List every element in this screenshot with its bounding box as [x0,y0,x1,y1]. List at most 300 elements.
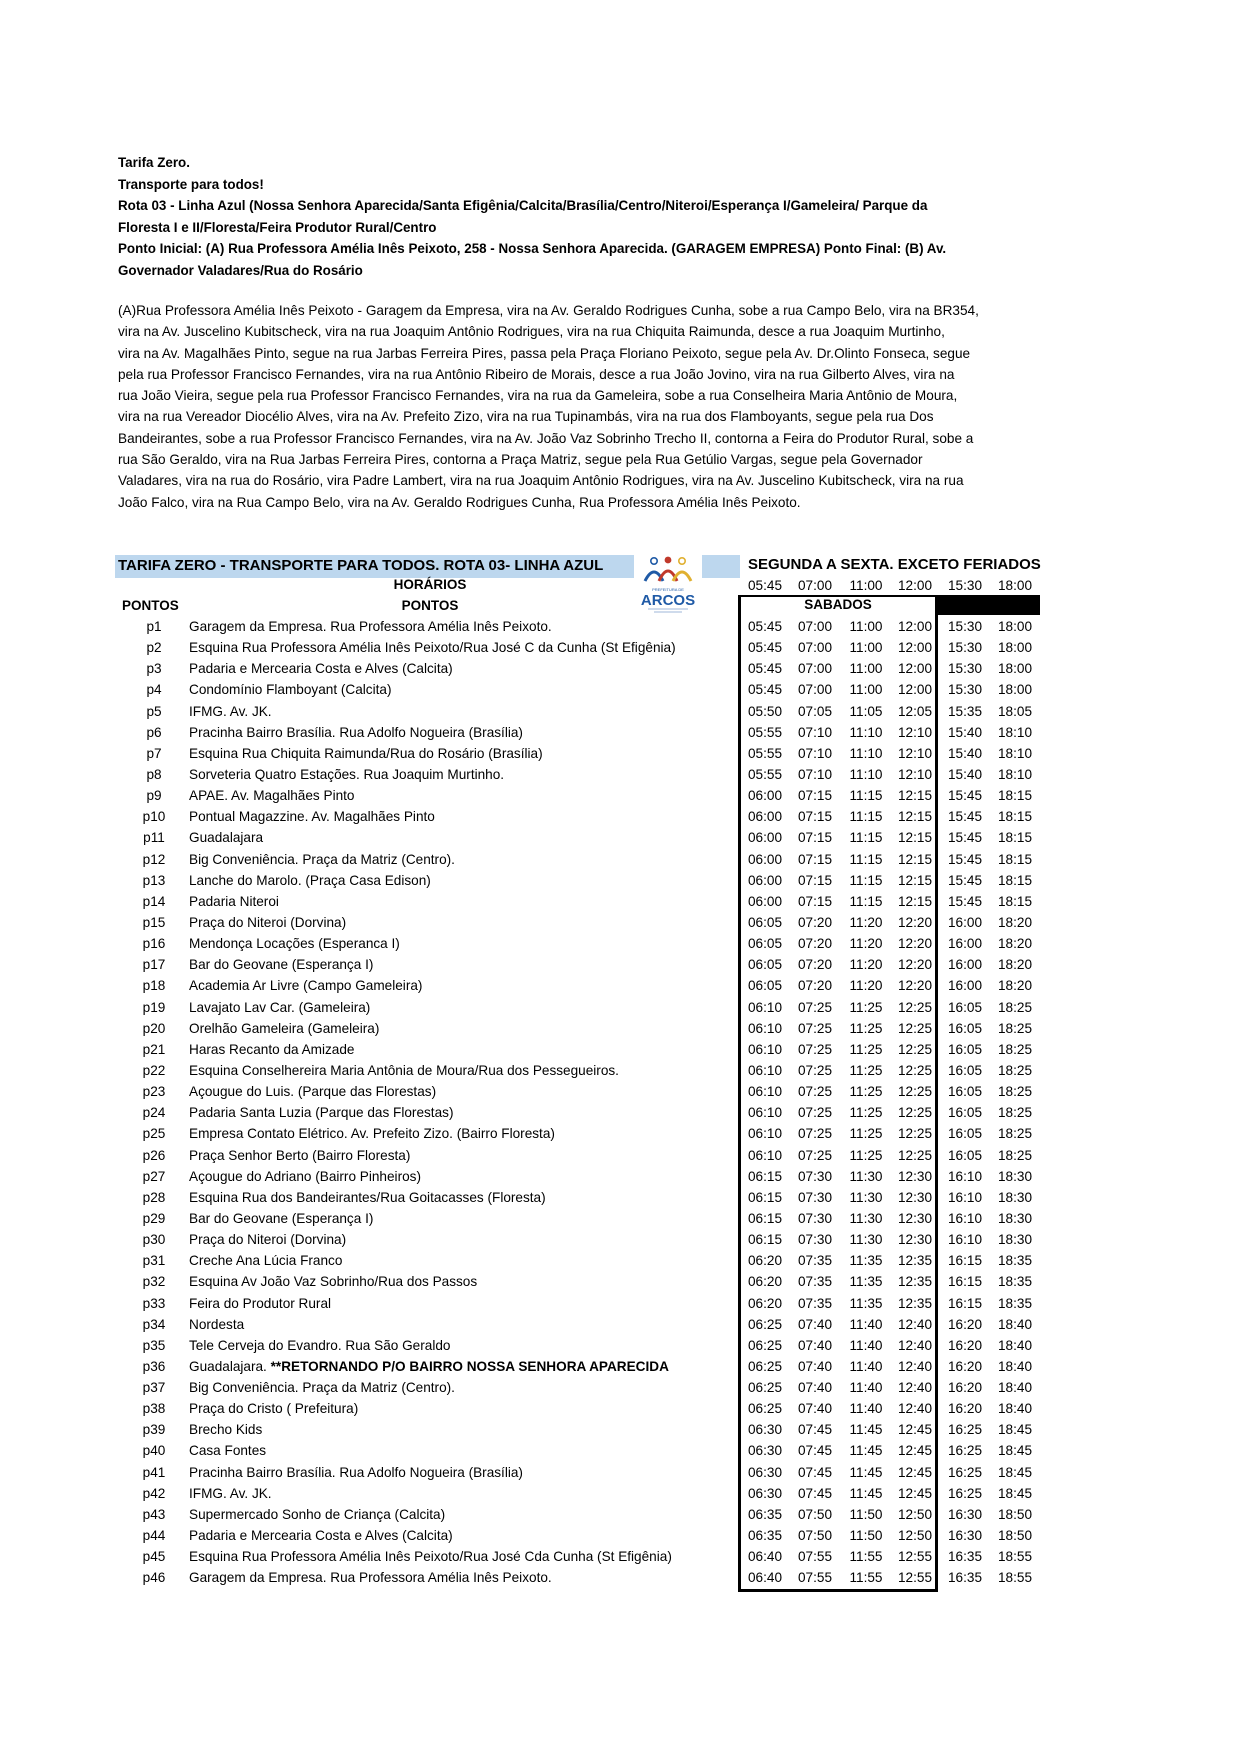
departure-time: 12:40 [897,1380,933,1396]
route-line: João Falco, vira na Rua Campo Belo, vira na Av. Geraldo Rodrigues Cunha, Rua Professora Amélia Inês Peixoto. [118,494,801,510]
departure-time: 16:00 [947,936,983,952]
departure-time: 11:45 [849,1422,883,1438]
route-line: Valadares, vira na rua do Rosário, vira Padre Lambert, vira na rua Joaquim Antônio Rodrigues, vira na Av. Juscelino Kubitscheck, vira na rua [118,473,964,489]
departure-time: 16:05 [947,1147,983,1163]
departure-time: 12:15 [897,830,933,846]
stop-name [189,640,676,655]
departure-time: 11:40 [849,1316,883,1332]
departure-time: 06:35 [747,1528,783,1544]
departure-time: 16:05 [947,1084,983,1100]
table-row [0,1569,1241,1590]
departure-time: 12:00 [897,640,933,656]
departure-time: 18:00 [997,640,1033,656]
stop-name-text: Padaria e Mercearia Costa e Alves (Calcita) [189,661,453,677]
departure-time: 07:10 [797,745,833,761]
stop-id: p32 [142,1274,166,1290]
departure-time: 16:15 [947,1274,983,1290]
stop-id: p22 [142,1062,166,1078]
table-row [0,1147,1241,1168]
departure-time: 07:25 [797,1041,833,1057]
departure-time: 06:05 [747,914,783,930]
stop-id: p43 [142,1506,166,1522]
departure-time: 06:05 [747,936,783,952]
departure-time: 11:25 [849,1105,883,1121]
departure-time: 12:15 [897,851,933,867]
departure-time: 18:25 [997,1105,1033,1121]
stop-id: p11 [143,830,165,846]
departure-time: 11:45 [849,1464,883,1480]
stop-name [189,1148,410,1163]
departure-time: 11:10 [849,724,883,740]
stop-id: p9 [146,788,162,804]
weekday-time: 12:00 [897,578,933,593]
departure-time: 12:50 [897,1506,933,1522]
stop-id: p44 [142,1528,166,1544]
saturday-label: SABADOS [804,597,872,612]
logo-text-main: ARCOS [640,592,696,609]
departure-time: 06:00 [747,830,783,846]
table-row [0,872,1241,893]
departure-time: 07:15 [797,872,833,888]
departure-time: 07:25 [797,1126,833,1142]
departure-time: 07:25 [797,1147,833,1163]
stop-id: p17 [142,957,166,973]
stop-name [189,1401,358,1416]
departure-time: 15:45 [947,809,983,825]
departure-time: 16:15 [947,1253,983,1269]
departure-time: 16:10 [947,1210,983,1226]
departure-time: 16:00 [947,914,983,930]
departure-time: 12:35 [897,1274,933,1290]
table-row [0,1400,1241,1421]
departure-time: 15:35 [947,703,983,719]
departure-time: 05:55 [747,724,783,740]
stop-name [189,1253,342,1268]
departure-time: 18:40 [997,1380,1033,1396]
departure-time: 18:55 [997,1570,1033,1586]
table-row [0,1231,1241,1252]
stop-id: p33 [142,1295,166,1311]
departure-time: 07:40 [797,1358,833,1374]
departure-time: 07:40 [797,1380,833,1396]
departure-time: 11:10 [849,745,883,761]
departure-time: 12:40 [897,1316,933,1332]
departure-time: 18:25 [997,1020,1033,1036]
stop-name-text: APAE. Av. Magalhães Pinto [189,788,355,804]
table-row [0,1358,1241,1379]
stop-id: p45 [142,1549,166,1565]
departure-time: 11:55 [849,1570,883,1586]
departure-time: 11:35 [849,1295,883,1311]
stop-name [189,725,523,740]
stop-name [189,619,552,634]
stop-name [189,1507,445,1522]
departure-time: 12:40 [897,1358,933,1374]
stop-id: p16 [142,936,166,952]
departure-time: 12:20 [897,978,933,994]
departure-time: 07:45 [797,1485,833,1501]
stop-name-text: Feira do Produtor Rural [189,1295,332,1311]
departure-time: 12:15 [897,788,933,804]
departure-time: 18:35 [997,1295,1033,1311]
weekday-time: 05:45 [747,578,783,593]
departure-time: 18:15 [997,893,1033,909]
stop-name-text: Esquina Rua Professora Amélia Inês Peixoto/Rua José C da Cunha (St Efigênia) [189,640,676,656]
departure-time: 18:15 [997,872,1033,888]
departure-time: 07:50 [797,1506,833,1522]
departure-time: 12:25 [897,1041,933,1057]
stop-name-text: Mendonça Locações (Esperanca I) [189,936,400,952]
stop-name [189,1063,619,1078]
departure-time: 06:10 [747,1041,783,1057]
stop-id: p10 [142,809,166,825]
stop-name-text: Padaria e Mercearia Costa e Alves (Calcita) [189,1528,453,1544]
departure-time: 07:10 [797,766,833,782]
stop-name [189,1549,672,1564]
stop-name-text: Esquina Conselhereira Maria Antônia de Moura/Rua dos Pessegueiros. [189,1062,619,1078]
departure-time: 12:35 [897,1295,933,1311]
route-line: vira na Av. Magalhães Pinto, segue na rua Jarbas Ferreira Pires, passa pela Praça Floriano Peixoto, segue pela Av. Dr.Olinto Fonseca, segue [118,345,971,361]
stop-name [189,746,543,761]
stop-name [189,1084,436,1099]
departure-time: 16:10 [947,1189,983,1205]
stop-id: p23 [142,1084,166,1100]
departure-time: 18:10 [997,745,1033,761]
departure-time: 07:00 [797,661,833,677]
table-row [0,1464,1241,1485]
stop-id: p25 [142,1126,166,1142]
stop-name [189,1169,421,1184]
departure-time: 16:05 [947,1020,983,1036]
departure-time: 12:25 [897,1147,933,1163]
stop-name [189,1211,373,1226]
departure-time: 18:30 [997,1232,1033,1248]
departure-time: 06:10 [747,1020,783,1036]
departure-time: 07:15 [797,809,833,825]
departure-time: 07:30 [797,1232,833,1248]
departure-time: 11:15 [849,851,883,867]
table-row [0,1295,1241,1316]
departure-time: 12:05 [897,703,933,719]
table-row [0,1273,1241,1294]
stop-name [189,894,279,909]
departure-time: 11:20 [849,914,883,930]
stop-name-text: Praça do Niteroi (Dorvina) [189,1232,347,1248]
stop-name-text: Big Conveniência. Praça da Matriz (Centro). [189,1380,455,1396]
stop-id: p40 [142,1443,166,1459]
table-row [0,1506,1241,1527]
departure-time: 15:30 [947,682,983,698]
departure-time: 12:25 [897,1084,933,1100]
departure-time: 12:45 [897,1464,933,1480]
departure-time: 07:20 [797,957,833,973]
departure-time: 18:10 [997,766,1033,782]
table-row [0,1210,1241,1231]
table-row [0,808,1241,829]
departure-time: 06:30 [747,1443,783,1459]
departure-time: 07:45 [797,1443,833,1459]
stop-name [189,809,435,824]
stop-name-text: Haras Recanto da Amizade [189,1041,355,1057]
departure-time: 06:10 [747,999,783,1015]
departure-time: 06:25 [747,1401,783,1417]
departure-time: 12:00 [897,661,933,677]
route-line: rua São Geraldo, vira na Rua Jarbas Ferreira Pires, contorna a Praça Matriz, segue pela Rua Getúlio Vargas, segue pela Governador [118,452,923,468]
departure-time: 07:25 [797,1062,833,1078]
stop-id: p2 [146,640,162,656]
header-line: Tarifa Zero. [118,155,190,170]
stop-name [189,1528,453,1543]
stop-name [189,1465,523,1480]
departure-time: 12:45 [897,1443,933,1459]
table-row [0,618,1241,639]
departure-time: 12:25 [897,999,933,1015]
table-row [0,745,1241,766]
departure-time: 12:45 [897,1485,933,1501]
departure-time: 12:30 [897,1210,933,1226]
departure-time: 11:25 [849,1020,883,1036]
departure-time: 15:45 [947,893,983,909]
stop-id: p4 [146,682,162,698]
departure-time: 11:15 [849,788,883,804]
header-line: Rota 03 - Linha Azul (Nossa Senhora Aparecida/Santa Efigênia/Calcita/Brasília/Centro/Niteroi/Esperança I/Gameleira/ Parque da [118,198,928,213]
departure-time: 16:00 [947,957,983,973]
departure-time: 16:05 [947,1062,983,1078]
stop-name-text: Bar do Geovane (Esperança I) [189,957,374,973]
departure-time: 15:40 [947,766,983,782]
departure-time: 11:10 [849,766,883,782]
stop-name-text: Praça Senhor Berto (Bairro Floresta) [189,1147,411,1163]
departure-time: 06:15 [747,1168,783,1184]
stop-name-text: IFMG. Av. JK. [189,1485,272,1501]
departure-time: 18:00 [997,682,1033,698]
departure-time: 06:00 [747,788,783,804]
departure-time: 15:40 [947,745,983,761]
stop-name-text: Garagem da Empresa. Rua Professora Amélia Inês Peixoto. [189,619,552,634]
departure-time: 18:20 [997,936,1033,952]
departure-time: 06:40 [747,1570,783,1586]
departure-time: 18:20 [997,978,1033,994]
departure-time: 18:45 [997,1485,1033,1501]
stop-name-text: Praça do Cristo ( Prefeitura) [189,1401,359,1417]
departure-time: 18:15 [997,809,1033,825]
table-row [0,829,1241,850]
table-row [0,1104,1241,1125]
stop-name [189,767,504,782]
departure-time: 11:15 [849,872,883,888]
table-row [0,681,1241,702]
column-header-pontos-name: PONTOS [401,598,459,613]
weekday-time: 15:30 [947,578,983,593]
table-row [0,935,1241,956]
departure-time: 05:45 [747,682,783,698]
table-row [0,639,1241,660]
departure-time: 16:05 [947,1105,983,1121]
stop-id: p18 [142,978,166,994]
stop-name-text: Lavajato Lav Car. (Gameleira) [189,999,371,1015]
departure-time: 16:20 [947,1358,983,1374]
header-line: Floresta I e II/Floresta/Feira Produtor Rural/Centro [118,219,437,235]
departure-time: 06:15 [747,1232,783,1248]
stop-name [189,1042,354,1057]
departure-time: 11:30 [849,1189,883,1205]
departure-time: 07:45 [797,1422,833,1438]
departure-time: 18:15 [997,788,1033,804]
departure-time: 11:35 [849,1274,883,1290]
departure-time: 06:10 [747,1062,783,1078]
stop-name-text: Padaria Niteroi [189,893,279,909]
schedule-rows [0,618,1241,1590]
departure-time: 07:35 [797,1274,833,1290]
stop-id: p37 [142,1380,166,1396]
stop-id: p21 [142,1041,166,1057]
stop-id: p26 [142,1147,166,1163]
stop-name [189,915,346,930]
departure-time: 05:45 [747,619,783,634]
departure-time: 15:30 [947,661,983,677]
arcos-logo [634,551,702,617]
departure-time: 12:45 [897,1422,933,1438]
departure-time: 12:20 [897,914,933,930]
route-line: vira na rua Vereador Diocélio Alves, vira na Av. Prefeito Zizo, vira na rua Tupinambás, vira na rua dos Flamboyants, segue pela rua Dos [118,409,934,425]
stop-id: p31 [142,1253,166,1269]
weekday-time: 07:00 [797,578,833,593]
departure-time: 16:05 [947,1126,983,1142]
departure-time: 12:10 [897,766,933,782]
departure-time: 05:55 [747,745,783,761]
table-row [0,703,1241,724]
departure-time: 18:40 [997,1337,1033,1353]
departure-time: 06:25 [747,1337,783,1353]
departure-time: 16:35 [947,1570,983,1586]
departure-time: 11:45 [849,1443,883,1459]
departure-time: 11:30 [849,1210,883,1226]
stop-id: p38 [142,1401,166,1417]
stop-id: p15 [142,914,166,930]
departure-time: 16:05 [947,999,983,1015]
departure-time: 06:35 [747,1506,783,1522]
departure-time: 07:10 [797,724,833,740]
departure-time: 12:30 [897,1168,933,1184]
departure-time: 12:25 [897,1105,933,1121]
departure-time: 07:25 [797,1084,833,1100]
stop-name-text: Casa Fontes [189,1443,267,1459]
weekday-time: 11:00 [849,578,883,593]
stop-id: p20 [142,1020,166,1036]
departure-time: 15:45 [947,830,983,846]
stop-name [189,936,400,951]
stop-name-text: Creche Ana Lúcia Franco [189,1253,343,1269]
document-header [118,152,1038,281]
stop-name-text: Garagem da Empresa. Rua Professora Amélia Inês Peixoto. [189,1570,552,1586]
departure-time: 18:35 [997,1274,1033,1290]
stop-name-text: Açougue do Luis. (Parque das Florestas) [189,1084,437,1100]
stop-name-text: Pontual Magazzine. Av. Magalhães Pinto [189,809,435,825]
departure-time: 12:55 [897,1570,933,1586]
departure-time: 06:00 [747,893,783,909]
stop-name [189,1317,244,1332]
departure-time: 12:25 [897,1062,933,1078]
departure-time: 16:30 [947,1506,983,1522]
departure-time: 16:35 [947,1549,983,1565]
stop-id: p46 [142,1570,166,1586]
departure-time: 12:30 [897,1189,933,1205]
departure-time: 16:25 [947,1422,983,1438]
departure-time: 06:10 [747,1084,783,1100]
departure-time: 06:40 [747,1549,783,1565]
stop-name-text: Padaria Santa Luzia (Parque das Florestas) [189,1105,454,1121]
departure-time: 12:40 [897,1401,933,1417]
departure-time: 16:25 [947,1485,983,1501]
departure-time: 18:40 [997,1316,1033,1332]
stop-id: p14 [142,893,166,909]
departure-time: 07:40 [797,1337,833,1353]
departure-time: 16:10 [947,1168,983,1184]
table-row [0,851,1241,872]
departure-time: 06:00 [747,851,783,867]
departure-time: 06:30 [747,1422,783,1438]
stop-name [189,661,453,676]
departure-time: 07:35 [797,1253,833,1269]
stop-id: p6 [146,724,162,740]
departure-time: 18:50 [997,1528,1033,1544]
stop-name-text: IFMG. Av. JK. [189,703,272,719]
stop-id: p7 [146,745,162,761]
table-row [0,1379,1241,1400]
departure-time: 18:00 [997,619,1033,634]
stop-name-text: Esquina Rua Chiquita Raimunda/Rua do Rosário (Brasília) [189,745,543,761]
departure-time: 18:50 [997,1506,1033,1522]
stop-name-text: Tele Cerveja do Evandro. Rua São Geraldo [189,1337,451,1353]
stop-name-text: Brecho Kids [189,1422,263,1438]
departure-time: 18:25 [997,1041,1033,1057]
departure-time: 07:20 [797,914,833,930]
departure-time: 11:15 [849,830,883,846]
stop-id: p39 [142,1422,166,1438]
stop-id: p12 [142,851,166,867]
departure-time: 16:20 [947,1337,983,1353]
stop-name-text: Guadalajara [189,830,264,846]
route-line: vira na Av. Juscelino Kubitscheck, vira na rua Joaquim Antônio Rodrigues, vira na rua Chiquita Raimunda, desce a rua Joaquim Murtinho, [118,324,945,340]
table-row [0,1316,1241,1337]
departure-time: 18:55 [997,1549,1033,1565]
departure-time: 06:25 [747,1380,783,1396]
stop-name [189,682,391,697]
stop-name [189,1296,331,1311]
departure-time: 07:00 [797,682,833,698]
departure-time: 06:00 [747,872,783,888]
table-row [0,956,1241,977]
departure-time: 07:30 [797,1189,833,1205]
departure-time: 07:25 [797,999,833,1015]
departure-time: 05:45 [747,661,783,677]
stop-name-text: Lanche do Marolo. (Praça Casa Edison) [189,872,431,888]
stop-id: p13 [142,872,166,888]
stop-name-text: Guadalajara. [189,1358,271,1374]
departure-time: 05:45 [747,640,783,656]
departure-time: 12:00 [897,682,933,698]
departure-time: 15:45 [947,788,983,804]
weekday-time: 18:00 [997,578,1033,593]
departure-time: 18:25 [997,1147,1033,1163]
stop-name-text: Esquina Rua dos Bandeirantes/Rua Goitacasses (Floresta) [189,1189,546,1205]
departure-time: 11:40 [849,1358,883,1374]
departure-time: 06:10 [747,1126,783,1142]
departure-time: 11:50 [849,1528,883,1544]
departure-time: 16:30 [947,1528,983,1544]
stop-name-text: Pracinha Bairro Brasília. Rua Adolfo Nogueira (Brasília) [189,1464,523,1480]
departure-time: 11:25 [849,1041,883,1057]
